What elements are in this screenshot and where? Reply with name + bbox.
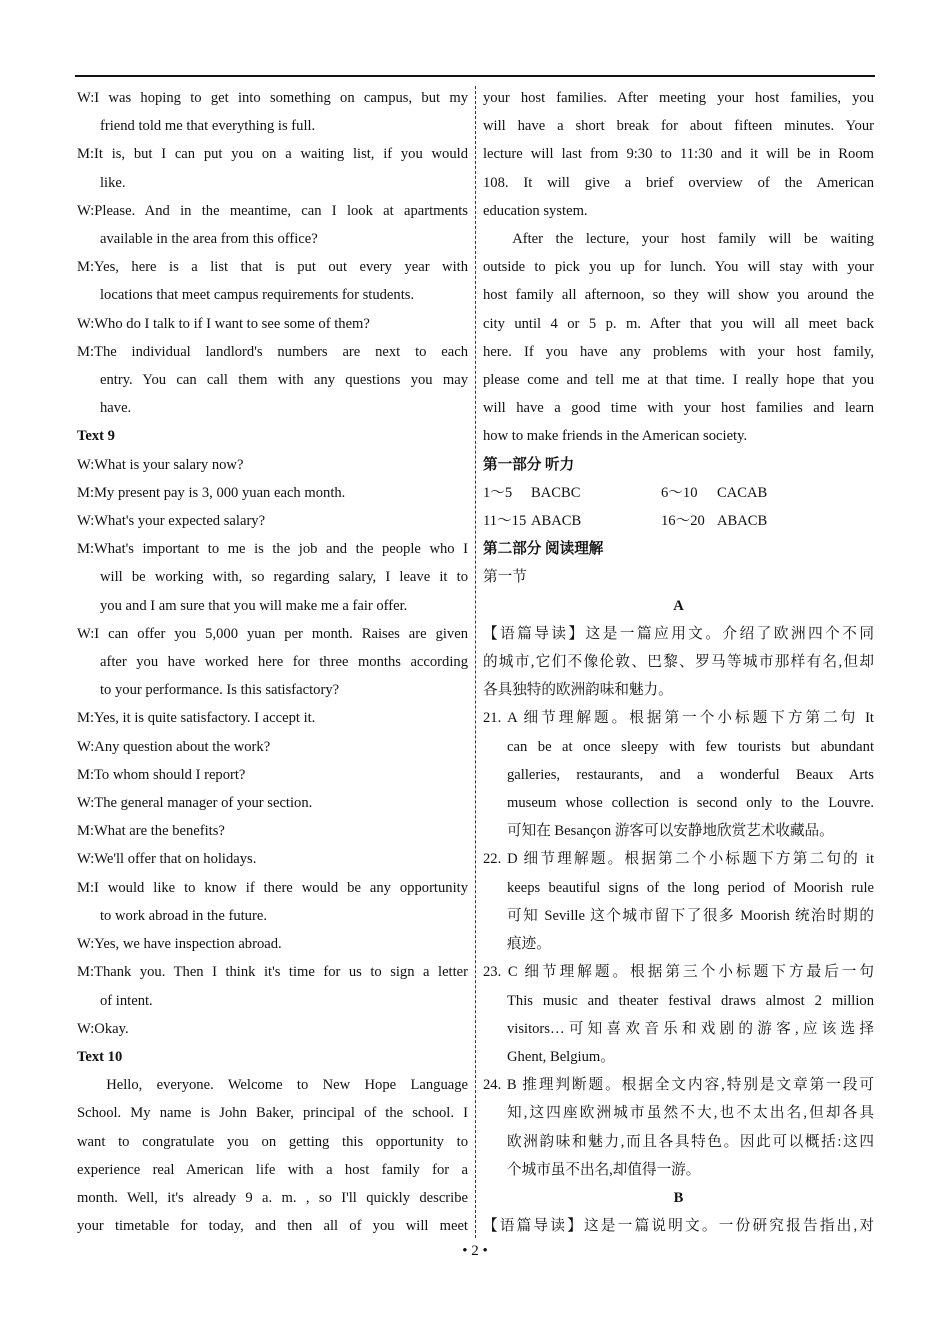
text-line: 痕迹。 (507, 936, 551, 953)
text-line: your timetable for today, and then all of you will meet (77, 1218, 468, 1235)
text-line: B (673, 1189, 684, 1206)
answer-range: 11～15 (483, 513, 527, 530)
text-line: W:Who do I talk to if I want to see some of them? (77, 315, 370, 332)
text-line: 108. It will give a brief overview of the American (483, 174, 874, 191)
text-line: M:What's important to me is the job and the people who I (77, 541, 468, 558)
text-line: 各具独特的欧洲韵味和魅力。 (483, 682, 673, 699)
text-line: here. If you have any problems with your host family, (483, 343, 874, 360)
text-line: M:To whom should I report? (77, 766, 246, 783)
text-line: after you have worked here for three months according (100, 654, 468, 671)
text-line: W:Any question about the work? (77, 738, 271, 755)
text-line: W:Yes, we have inspection abroad. (77, 936, 282, 953)
text-line: visitors…可知喜欢音乐和戏剧的游客,应该选择 (507, 1020, 874, 1037)
text-line: outside to pick you up for lunch. You will stay with your (483, 259, 874, 276)
answer-letters: CACAB (717, 484, 768, 501)
text-line: School. My name is John Baker, principal of the school. I (77, 1105, 468, 1122)
answer-letters: ABACB (717, 513, 768, 530)
text-line: 可知在 Besançon 游客可以安静地欣赏艺术收藏品。 (507, 823, 834, 840)
left-column (77, 84, 468, 1240)
text-line: want to congratulate you on getting this opportunity to (77, 1133, 468, 1150)
answer-range: 16～20 (661, 513, 705, 530)
answer-row (483, 479, 874, 507)
text-line: 可知 Seville 这个城市留下了很多 Moorish 统治时期的 (507, 907, 874, 924)
text-line: have. (100, 400, 132, 417)
text-line: will have a good time with your host families and learn (483, 400, 874, 417)
text-line: M:It is, but I can put you on a waiting list, if you would (77, 146, 468, 163)
top-rule (75, 75, 875, 77)
text-line: 个城市虽不出名,却值得一游。 (507, 1161, 701, 1178)
text-line: like. (100, 174, 126, 191)
text-line: Hello, everyone. Welcome to New Hope Language (106, 1077, 468, 1094)
text-line: W:What is your salary now? (77, 456, 244, 473)
text-line: will be working with, so regarding salary, I leave it to (100, 569, 468, 586)
page-number: • 2 • (462, 1243, 488, 1259)
text-line: host family all afternoon, so they will show you around the (483, 287, 874, 304)
right-column-top (483, 84, 874, 479)
text-line: W:What's your expected salary? (77, 513, 266, 530)
text-line: W:Please. And in the meantime, can I look at apartments (77, 202, 468, 219)
text-line: how to make friends in the American society. (483, 428, 748, 445)
right-column (483, 84, 874, 1240)
text-line: W:I can offer you 5,000 yuan per month. Raises are given (77, 625, 468, 642)
right-column-bottom (483, 535, 874, 1240)
text-line: W:We'll offer that on holidays. (77, 851, 257, 868)
answer-range: 1～5 (483, 484, 513, 501)
text-line: lecture will last from 9:30 to 11:30 and it will be in Room (483, 146, 874, 163)
answer-letters: ABACB (531, 513, 582, 530)
text-line: 【语篇导读】这是一篇应用文。介绍了欧洲四个不同 (483, 625, 874, 642)
text-line: to work abroad in the future. (100, 907, 267, 924)
text-line: will have a short break for about fifteen minutes. Your (483, 118, 874, 135)
text-line: M:Yes, here is a list that is put out every year with (77, 259, 468, 276)
text-line: 欧洲韵味和魅力,而且各具特色。因此可以概括:这四 (507, 1133, 874, 1150)
text-line: 21. A 细节理解题。根据第一个小标题下方第二句 It (483, 710, 874, 727)
answer-row (483, 507, 874, 535)
text-line: Ghent, Belgium。 (507, 1048, 615, 1065)
text-line: museum whose collection is second only to the Louvre. (507, 795, 874, 812)
text-line: This music and theater festival draws almost 2 million (507, 992, 874, 1009)
answer-letters: BACBC (531, 484, 581, 501)
text-line: 第一部分 听力 (483, 456, 575, 473)
text-line: W:The general manager of your section. (77, 795, 313, 812)
text-line: please come and tell me at that time. I really hope that you (483, 372, 874, 389)
text-line: After the lecture, your host family will be waiting (512, 231, 874, 248)
text-line: 24. B 推理判断题。根据全文内容,特别是文章第一段可 (483, 1077, 874, 1094)
text-line: A (673, 597, 684, 614)
text-line: 22. D 细节理解题。根据第二个小标题下方第二句的 it (483, 851, 874, 868)
text-line: to your performance. Is this satisfactory? (100, 682, 340, 699)
text-line: 第一节 (483, 569, 527, 586)
text-line: M:My present pay is 3, 000 yuan each month. (77, 484, 346, 501)
text-line: M:I would like to know if there would be any opportunity (77, 879, 468, 896)
text-line: M:Yes, it is quite satisfactory. I accept it. (77, 710, 316, 727)
text-line: 的城市,它们不像伦敦、巴黎、罗马等城市那样有名,但却 (483, 654, 874, 671)
column-divider (475, 86, 476, 1238)
text-line: 知,这四座欧洲城市虽然不大,也不太出名,但却各具 (507, 1105, 874, 1122)
text-line: your host families. After meeting your host families, you (483, 90, 874, 106)
text-line: M:What are the benefits? (77, 823, 225, 840)
text-line: city until 4 or 5 p. m. After that you will all meet back (483, 315, 874, 332)
answer-key (483, 479, 874, 535)
text-line: 【语篇导读】这是一篇说明文。一份研究报告指出,对 (483, 1218, 874, 1235)
text-line: entry. You can call them with any questions you may (100, 372, 468, 389)
text-line: keeps beautiful signs of the long period of Moorish rule (507, 879, 874, 896)
text-line: education system. (483, 202, 588, 219)
text-line: available in the area from this office? (100, 231, 318, 248)
text-line: 23. C 细节理解题。根据第三个小标题下方最后一句 (483, 964, 874, 981)
answer-range: 6～10 (661, 484, 698, 501)
text-line: M:The individual landlord's numbers are next to each (77, 343, 468, 360)
text-line: W:Okay. (77, 1020, 129, 1037)
text-line: Text 10 (77, 1048, 123, 1065)
text-line: W:I was hoping to get into something on campus, but my (77, 90, 468, 106)
text-line: friend told me that everything is full. (100, 118, 316, 135)
text-line: 第二部分 阅读理解 (483, 541, 604, 558)
text-line: experience real American life with a host family for a (77, 1161, 468, 1178)
text-line: you and I am sure that you will make me a fair offer. (100, 597, 408, 614)
text-line: of intent. (100, 992, 153, 1009)
text-line: month. Well, it's already 9 a. m. , so I'll quickly describe (77, 1189, 468, 1206)
text-line: Text 9 (77, 428, 115, 445)
text-line: galleries, restaurants, and a wonderful Beaux Arts (507, 766, 874, 783)
text-line: M:Thank you. Then I think it's time for us to sign a letter (77, 964, 468, 981)
text-line: locations that meet campus requirements for students. (100, 287, 415, 304)
text-line: can be at once sleepy with few tourists but abundant (507, 738, 874, 755)
